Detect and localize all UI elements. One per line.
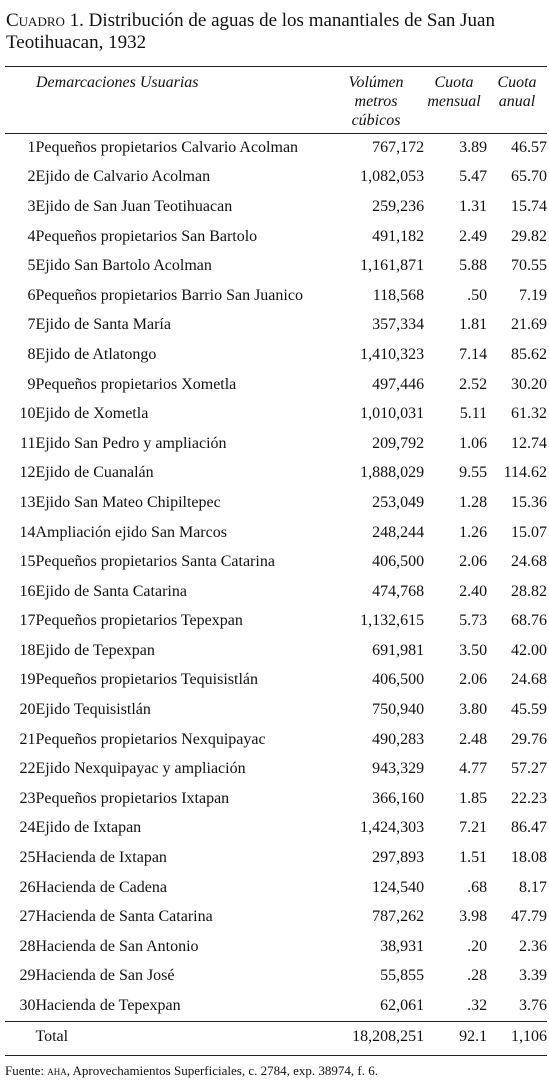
row-monthly-quota: 5.88: [459, 257, 488, 275]
table-row: [5, 725, 547, 755]
row-volume: 1,082,053: [360, 168, 425, 186]
table-row: [5, 577, 547, 607]
total-volume: 18,208,251: [330, 1021, 424, 1051]
table-row: [5, 607, 547, 637]
row-monthly-quota: .32: [467, 997, 488, 1015]
row-volume: 366,160: [372, 789, 425, 807]
row-annual-quota: 42.00: [511, 641, 547, 659]
row-volume: 55,855: [380, 967, 425, 985]
header-monthly: [421, 73, 487, 111]
row-volume: 943,329: [372, 760, 425, 778]
row-monthly-quota: 1.06: [459, 434, 488, 452]
row-number: 29: [19, 967, 36, 985]
row-volume: 1,424,303: [360, 819, 425, 837]
distribution-table: [5, 133, 547, 1051]
row-number: 5: [27, 257, 36, 275]
row-name: Ejido Nexquipayac y ampliación: [35, 760, 246, 778]
row-annual-quota: 2.36: [519, 937, 547, 955]
row-volume: 1,410,323: [360, 345, 425, 363]
row-annual-quota: 3.76: [519, 997, 547, 1015]
row-name: Ejido San Mateo Chipiltepec: [35, 493, 221, 511]
caption-title: Distribución de aguas de los manantiales de San Juan Teotihuacan, 1932: [6, 10, 495, 53]
row-volume: 406,500: [372, 553, 425, 571]
bottom-rule: [5, 1055, 547, 1056]
row-annual-quota: 18.08: [511, 849, 547, 867]
row-number: 7: [27, 316, 36, 334]
table-row: [5, 873, 547, 903]
row-volume: 124,540: [372, 878, 425, 896]
table-row: [5, 784, 547, 814]
row-monthly-quota: 2.49: [459, 227, 488, 245]
table-row: [5, 370, 547, 400]
row-name: Pequeños propietarios Tequisistlán: [35, 671, 258, 689]
row-name: Ejido de Cuanalán: [35, 464, 154, 482]
row-annual-quota: 3.39: [519, 967, 547, 985]
table-body: [5, 133, 547, 1051]
row-number: 25: [19, 849, 36, 867]
row-number: 11: [20, 434, 36, 452]
row-number: 1: [27, 138, 36, 156]
source-note: [5, 1063, 378, 1079]
source-archive: aha: [47, 1063, 67, 1078]
row-annual-quota: 114.62: [503, 464, 547, 482]
row-number: 16: [19, 582, 36, 600]
row-number: 20: [19, 701, 36, 719]
row-number: 6: [27, 286, 36, 304]
header-volume-line: Volúmen: [348, 74, 404, 91]
row-number: 19: [19, 671, 36, 689]
row-annual-quota: 29.76: [511, 730, 547, 748]
header-volume-line: cúbicos: [351, 112, 401, 129]
row-annual-quota: 21.69: [511, 316, 547, 334]
row-number: 17: [19, 612, 36, 630]
table-row: [5, 754, 547, 784]
row-number: 8: [27, 345, 36, 363]
row-annual-quota: 47.79: [511, 908, 547, 926]
row-monthly-quota: 5.47: [459, 168, 488, 186]
row-annual-quota: 70.55: [511, 257, 547, 275]
row-name: Pequeños propietarios Xometla: [35, 375, 237, 393]
row-name: Ejido de Atlatongo: [35, 345, 157, 363]
table-caption: [6, 10, 541, 54]
table-row: [5, 281, 547, 311]
row-name: Pequeños propietarios Barrio San Juanico: [35, 286, 303, 304]
row-monthly-quota: 1.51: [459, 849, 488, 867]
row-number: 21: [19, 730, 36, 748]
row-number: 23: [19, 789, 36, 807]
row-number: 22: [19, 760, 36, 778]
row-volume: 209,792: [372, 434, 425, 452]
table-row: [5, 902, 547, 932]
row-number: 24: [19, 819, 36, 837]
row-monthly-quota: 1.31: [459, 197, 488, 215]
row-monthly-quota: 2.40: [459, 582, 488, 600]
table-row: [5, 991, 547, 1021]
row-name: Ejido de Calvario Acolman: [35, 168, 211, 186]
row-name: Pequeños propietarios Santa Catarina: [35, 553, 275, 571]
row-volume: 62,061: [380, 997, 425, 1015]
row-annual-quota: 15.07: [511, 523, 547, 541]
table-row: [5, 222, 547, 252]
row-monthly-quota: .50: [467, 286, 488, 304]
row-name: Ejido de Santa María: [35, 316, 171, 334]
row-number: 10: [19, 405, 36, 423]
row-volume: 767,172: [372, 138, 425, 156]
header-volume: [336, 73, 416, 130]
table-row: [5, 133, 547, 163]
table-row: [5, 843, 547, 873]
header-annual-line: anual: [498, 93, 536, 110]
row-number: 13: [19, 493, 36, 511]
header-volume-line: metros: [354, 93, 398, 110]
header-monthly-line: Cuota: [434, 74, 474, 91]
row-annual-quota: 15.74: [511, 197, 547, 215]
row-monthly-quota: 3.98: [459, 908, 488, 926]
row-name: Ampliación ejido San Marcos: [35, 523, 227, 541]
row-volume: 750,940: [372, 701, 425, 719]
row-name: Hacienda de Ixtapan: [35, 849, 167, 867]
row-name: Ejido Tequisistlán: [35, 701, 151, 719]
total-monthly-quota: 92.1: [424, 1021, 487, 1051]
row-name: Ejido de Santa Catarina: [35, 582, 187, 600]
row-monthly-quota: 2.52: [459, 375, 488, 393]
header-annual-line: Cuota: [497, 74, 537, 91]
row-annual-quota: 68.76: [511, 612, 547, 630]
row-name: Pequeños propietarios San Bartolo: [35, 227, 258, 245]
row-volume: 118,568: [372, 286, 425, 304]
table-row: [5, 251, 547, 281]
row-name: Ejido de Tepexpan: [35, 641, 155, 659]
row-name: Ejido de Ixtapan: [35, 819, 142, 837]
header-annual: [490, 73, 544, 111]
row-name: Hacienda de Santa Catarina: [35, 908, 213, 926]
row-monthly-quota: .20: [467, 937, 488, 955]
table-row: [5, 311, 547, 341]
row-volume: 787,262: [372, 908, 425, 926]
row-monthly-quota: 7.21: [459, 819, 488, 837]
header-monthly-line: mensual: [427, 93, 481, 110]
source-rest: , Aprovechamientos Superficiales, c. 2784, exp. 38974, f. 6.: [66, 1063, 378, 1078]
row-monthly-quota: 9.55: [459, 464, 488, 482]
row-monthly-quota: 2.06: [459, 553, 488, 571]
caption-label: Cuadro 1.: [6, 10, 84, 31]
table-row: [5, 932, 547, 962]
row-monthly-quota: 1.81: [459, 316, 488, 334]
row-monthly-quota: 3.80: [459, 701, 488, 719]
row-number: 30: [19, 997, 36, 1015]
row-monthly-quota: 7.14: [459, 345, 488, 363]
row-monthly-quota: 5.11: [459, 405, 488, 423]
row-annual-quota: 46.57: [511, 138, 547, 156]
table-row: [5, 962, 547, 992]
row-annual-quota: 15.36: [511, 493, 547, 511]
total-annual-quota: 1,106: [487, 1021, 547, 1051]
row-volume: 253,049: [372, 493, 425, 511]
row-monthly-quota: 1.85: [459, 789, 488, 807]
row-name: Hacienda de Cadena: [35, 878, 167, 896]
row-annual-quota: 65.70: [511, 168, 547, 186]
row-monthly-quota: .28: [467, 967, 488, 985]
row-number: 9: [27, 375, 36, 393]
row-name: Pequeños propietarios Ixtapan: [35, 789, 230, 807]
row-volume: 497,446: [372, 375, 425, 393]
source-prefix: Fuente:: [5, 1063, 44, 1078]
table-row: [5, 666, 547, 696]
row-annual-quota: 8.17: [519, 878, 547, 896]
row-volume: 406,500: [372, 671, 425, 689]
row-number: 26: [19, 878, 36, 896]
table-row: [5, 192, 547, 222]
row-annual-quota: 85.62: [511, 345, 547, 363]
row-name: Hacienda de San Antonio: [35, 937, 199, 955]
row-name: Pequeños propietarios Calvario Acolman: [35, 138, 299, 156]
row-volume: 691,981: [372, 641, 425, 659]
row-number: 3: [27, 197, 36, 215]
row-monthly-quota: 1.26: [459, 523, 488, 541]
row-annual-quota: 12.74: [511, 434, 547, 452]
header-name: Demarcaciones Usuarias: [36, 74, 199, 91]
top-rule: [5, 66, 547, 67]
row-volume: 490,283: [372, 730, 425, 748]
row-name: Hacienda de San José: [35, 967, 175, 985]
row-number: 2: [27, 168, 36, 186]
row-name: Ejido San Bartolo Acolman: [35, 257, 212, 275]
table-row: [5, 459, 547, 489]
row-number: 15: [19, 553, 36, 571]
row-number: 4: [27, 227, 36, 245]
row-annual-quota: 29.82: [511, 227, 547, 245]
row-volume: 491,182: [372, 227, 425, 245]
row-name: Ejido de Xometla: [35, 405, 149, 423]
table-row: [5, 399, 547, 429]
row-volume: 1,161,871: [360, 257, 425, 275]
row-annual-quota: 7.19: [519, 286, 547, 304]
row-volume: 248,244: [372, 523, 425, 541]
row-name: Ejido de San Juan Teotihuacan: [35, 197, 233, 215]
row-monthly-quota: 4.77: [459, 760, 488, 778]
total-row: [5, 1021, 547, 1051]
row-annual-quota: 24.68: [511, 553, 547, 571]
total-spacer: [5, 1021, 35, 1051]
total-label: Total: [35, 1021, 329, 1051]
table-row: [5, 547, 547, 577]
row-monthly-quota: 3.50: [459, 641, 488, 659]
table-row: [5, 814, 547, 844]
row-volume: 259,236: [372, 197, 425, 215]
table-row: [5, 488, 547, 518]
row-volume: 474,768: [372, 582, 425, 600]
row-name: Ejido San Pedro y ampliación: [35, 434, 227, 452]
row-annual-quota: 86.47: [511, 819, 547, 837]
row-number: 12: [19, 464, 36, 482]
table-row: [5, 429, 547, 459]
row-number: 14: [19, 523, 36, 541]
table-row: [5, 695, 547, 725]
table-row: [5, 163, 547, 193]
row-annual-quota: 28.82: [511, 582, 547, 600]
row-annual-quota: 24.68: [511, 671, 547, 689]
row-monthly-quota: 2.06: [459, 671, 488, 689]
table-row: [5, 636, 547, 666]
row-number: 28: [19, 937, 36, 955]
row-volume: 357,334: [372, 316, 425, 334]
row-name: Pequeños propietarios Tepexpan: [35, 612, 243, 630]
row-monthly-quota: 2.48: [459, 730, 488, 748]
row-volume: 1,132,615: [360, 612, 425, 630]
row-annual-quota: 45.59: [511, 701, 547, 719]
row-annual-quota: 22.23: [511, 789, 547, 807]
row-volume: 38,931: [380, 937, 425, 955]
row-number: 27: [19, 908, 36, 926]
row-monthly-quota: 3.89: [459, 138, 488, 156]
row-annual-quota: 30.20: [511, 375, 547, 393]
row-monthly-quota: 1.28: [459, 493, 488, 511]
row-monthly-quota: .68: [467, 878, 488, 896]
row-volume: 297,893: [372, 849, 425, 867]
row-volume: 1,010,031: [360, 405, 425, 423]
row-annual-quota: 57.27: [511, 760, 547, 778]
row-monthly-quota: 5.73: [459, 612, 488, 630]
row-number: 18: [19, 641, 36, 659]
row-name: Hacienda de Tepexpan: [35, 997, 181, 1015]
table-row: [5, 340, 547, 370]
row-name: Pequeños propietarios Nexquipayac: [35, 730, 266, 748]
row-volume: 1,888,029: [360, 464, 425, 482]
row-annual-quota: 61.32: [511, 405, 547, 423]
table-row: [5, 518, 547, 548]
